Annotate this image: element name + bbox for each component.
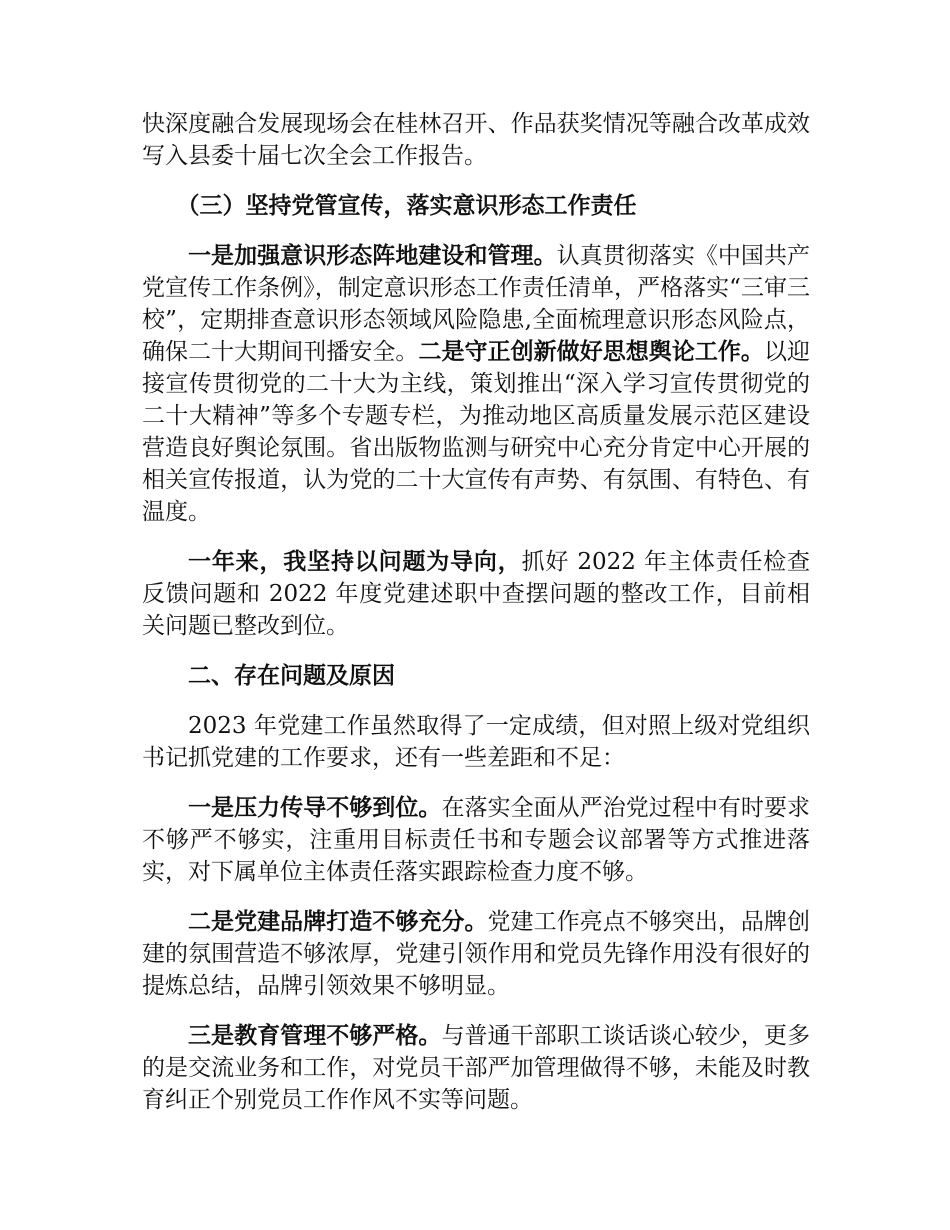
paragraph-text: 认真贯彻落实《中国共产党宣传工作条例》，制定意识形态工作责任清单，严格落实“三审三校”，定期排查意识形态领域风险隐患,全面梳理意识形态风险点，确保二十大期间刊播安全。: [142, 243, 811, 365]
paragraph-intro-problems: 2023 年党建工作虽然取得了一定成绩，但对照上级对党组织书记抓党建的工作要求，还有一些差距和不足：: [142, 713, 810, 771]
paragraph-text: 党建工作亮点不够突出，品牌创建的氛围营造不够浓厚，党建引领作用和党员先锋作用没有很好的提炼总结，品牌引领效果不够明显。: [142, 909, 811, 999]
section-heading-2: 二、存在问题及原因: [188, 662, 395, 689]
paragraph-problem-2: [142, 906, 810, 1002]
paragraph-problem-oriented: [142, 546, 810, 642]
paragraph-text: 在落实全面从严治党过程中有时要求不够严不够实，注重用目标责任书和专题会议部署等方式推进落实，对下属单位主体责任落实跟踪检查力度不够。: [142, 795, 811, 885]
paragraph-continuation: 快深度融合发展现场会在桂林召开、作品获奖情况等融合改革成效写入县委十届七次全会工作报告。: [142, 111, 810, 169]
bold-lead: 一年来，我坚持以问题为导向，: [188, 548, 522, 575]
bold-lead: 二是党建品牌打造不够充分。: [188, 908, 488, 935]
bold-lead: 二是守正创新做好思想舆论工作。: [418, 338, 764, 365]
paragraph-problem-3: [142, 1020, 810, 1116]
bold-lead: 一是加强意识形态阵地建设和管理。: [188, 242, 557, 269]
paragraph-text: 以迎接宣传贯彻党的二十大为主线，策划推出“深入学习宣传贯彻党的二十大精神”等多个专题专栏，为推动地区高质量发展示范区建设营造良好舆论氛围。省出版物监测与研究中心充分肯定中心开展的相关宣传报道，认为党的二十大宣传有声势、有氛围、有特色、有温度。: [142, 339, 811, 525]
paragraph-text: 抓好 2022 年主体责任检查反馈问题和 2022 年度党建述职中查摆问题的整改工作，目前相关问题已整改到位。: [142, 549, 811, 639]
section-heading-3: （三）坚持党管宣传，落实意识形态工作责任: [176, 192, 637, 219]
bold-lead: 一是压力传导不够到位。: [188, 794, 442, 821]
paragraph-ideology: [142, 240, 810, 528]
paragraph-text: 与普通干部职工谈话谈心较少，更多的是交流业务和工作，对党员干部严加管理做得不够，未能及时教育纠正个别党员工作作风不实等问题。: [142, 1023, 811, 1113]
bold-lead: 三是教育管理不够严格。: [188, 1022, 442, 1049]
paragraph-problem-1: [142, 792, 810, 888]
document-page: [142, 108, 810, 1134]
